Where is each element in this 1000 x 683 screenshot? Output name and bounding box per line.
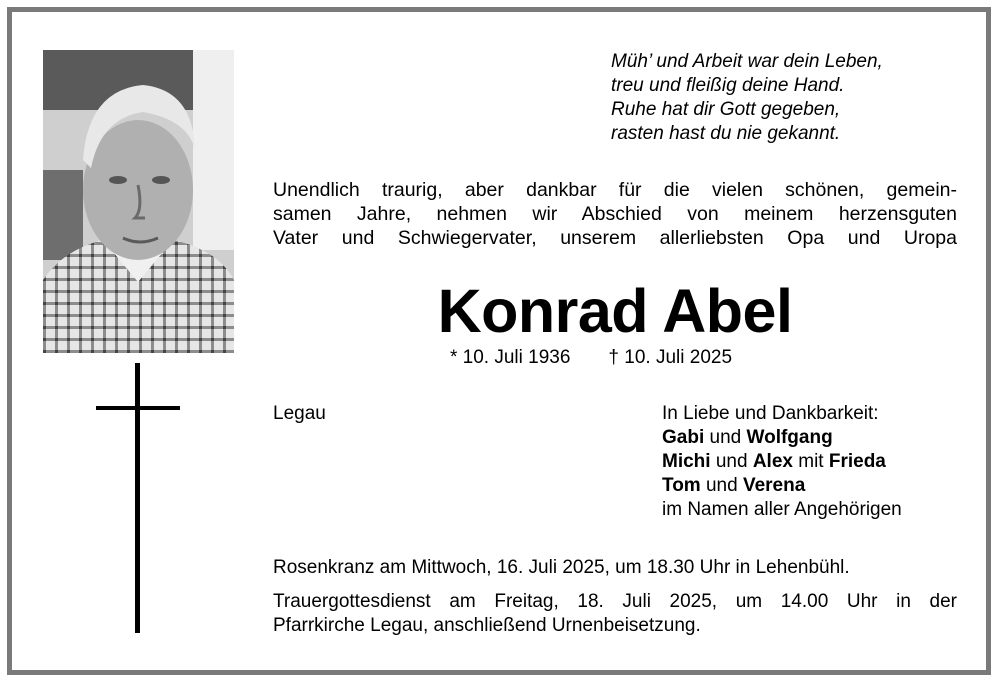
- intro-line: samen Jahre, nehmen wir Abschied von meinem herzensguten: [273, 203, 957, 225]
- cross-vertical-bar: [135, 363, 140, 633]
- family-member: Alex: [752, 451, 793, 472]
- family-member: Tom: [662, 475, 701, 496]
- poem-line: treu und fleißig deine Hand.: [611, 75, 845, 96]
- death-date: † 10. Juli 2025: [608, 347, 733, 368]
- family-closing: im Namen aller Angehörigen: [662, 499, 902, 520]
- rosary-info: [273, 556, 957, 580]
- funeral-text-line: Pfarrkirche Legau, anschließend Urnenbeisetzung.: [273, 615, 701, 636]
- portrait-photo: [43, 50, 234, 353]
- life-dates: [450, 346, 732, 370]
- conjunction: und: [704, 427, 747, 448]
- portrait-image: [43, 50, 234, 353]
- conjunction: und: [710, 451, 753, 472]
- birth-date: * 10. Juli 1936: [450, 347, 571, 368]
- intro-text: [273, 178, 957, 250]
- family-member: Wolfgang: [746, 427, 833, 448]
- rosary-text: Rosenkranz am Mittwoch, 16. Juli 2025, um 18.30 Uhr in Lehenbühl.: [273, 557, 850, 578]
- intro-line: Vater und Schwiegervater, unserem allerliebsten Opa und Uropa: [273, 227, 957, 249]
- family-signature: [662, 402, 902, 522]
- funeral-info: [273, 590, 957, 638]
- poem: [611, 50, 971, 146]
- place-name: Legau: [273, 403, 326, 424]
- cross-horizontal-bar: [96, 406, 180, 410]
- poem-line: Ruhe hat dir Gott gegeben,: [611, 99, 841, 120]
- family-line: [662, 426, 902, 450]
- family-member: Gabi: [662, 427, 705, 448]
- family-heading: In Liebe und Dankbarkeit:: [662, 403, 879, 424]
- family-line: [662, 474, 902, 498]
- deceased-name: Konrad Abel: [437, 277, 793, 345]
- conjunction: mit: [792, 451, 829, 472]
- family-line: [662, 450, 902, 474]
- family-member: Frieda: [828, 451, 886, 472]
- intro-line: Unendlich traurig, aber dankbar für die vielen schönen, gemein-: [273, 179, 957, 201]
- funeral-text-line: Trauergottesdienst am Freitag, 18. Juli 2025, um 14.00 Uhr in der: [273, 591, 957, 612]
- family-member: Verena: [742, 475, 806, 496]
- poem-line: Müh’ und Arbeit war dein Leben,: [611, 51, 883, 72]
- family-member: Michi: [662, 451, 711, 472]
- conjunction: und: [700, 475, 743, 496]
- poem-line: rasten hast du nie gekannt.: [611, 123, 841, 144]
